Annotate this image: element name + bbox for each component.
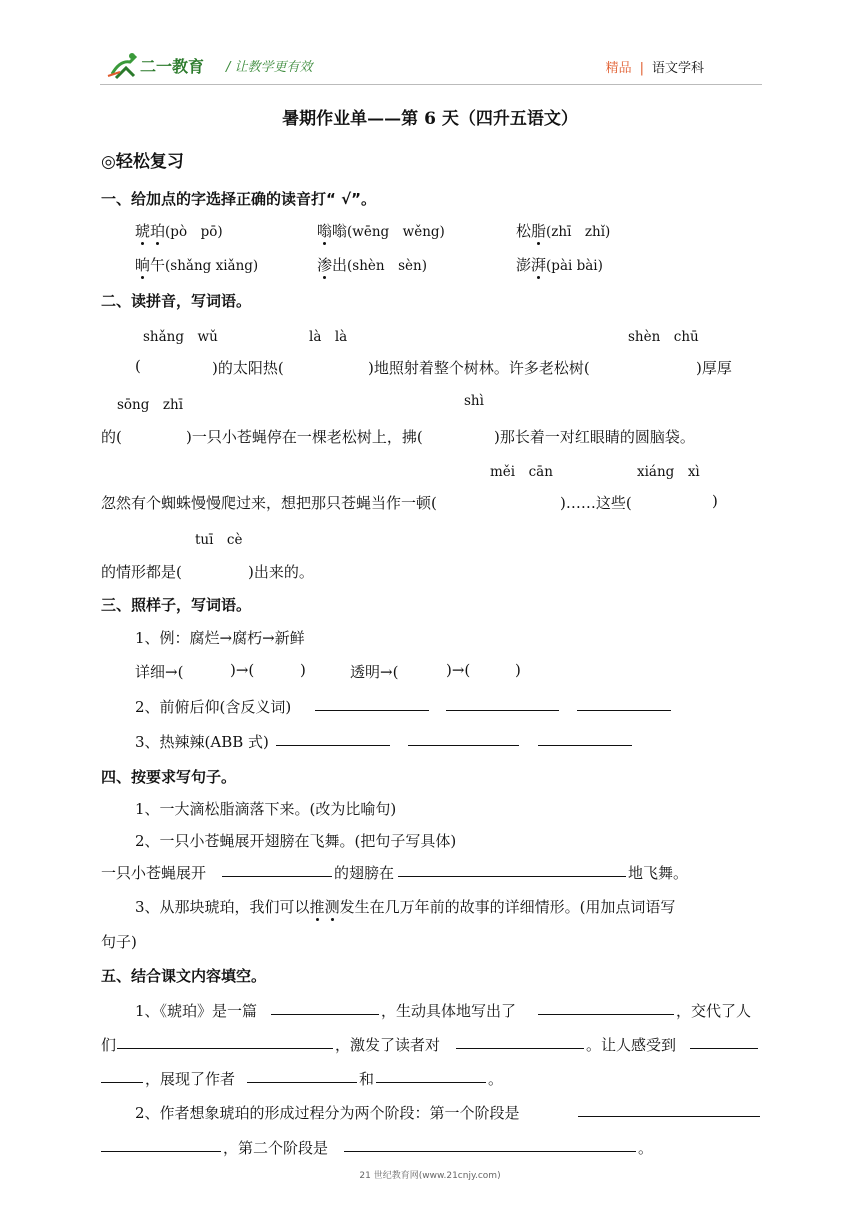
q1-heading: 一、给加点的字选择正确的读音打“ √”。	[101, 190, 376, 208]
q4-heading: 四、按要求写句子。	[101, 768, 237, 786]
fill-text: )厚厚	[696, 359, 732, 377]
q3-item: 3、热辣辣(ABB 式)	[135, 733, 269, 751]
q4-item: 3、从那块琥珀，我们可以推测发生在几万年前的故事的详细情形。(用加点词语写	[135, 898, 676, 916]
fill-text: )→(	[230, 661, 255, 679]
answer-blank[interactable]	[446, 696, 559, 711]
q1-item: 嗡嗡(wēng wěng)	[317, 222, 445, 240]
header-slogan: / 让教学更有效	[226, 60, 313, 75]
fill-text: 1、《琥珀》是一篇	[135, 1002, 258, 1020]
answer-blank[interactable]	[315, 696, 429, 711]
q3-item: 2、前俯后仰(含反义词)	[135, 698, 292, 716]
pinyin: sōng zhī	[117, 397, 184, 413]
fill-text: 透明→(	[350, 663, 399, 681]
fill-text: ，第二个阶段是	[223, 1139, 329, 1157]
fill-text: )	[300, 661, 306, 679]
fill-text: ，展现了作者	[145, 1070, 236, 1088]
answer-blank[interactable]	[271, 1000, 379, 1015]
fill-text: 忽然有个蜘蛛慢慢爬过来，想把那只苍蝇当作一顿(	[101, 494, 437, 512]
section-review-heading: ◎轻松复习	[101, 152, 184, 172]
header-divider	[100, 84, 762, 85]
pinyin: shì	[464, 393, 484, 409]
fill-text: 的(	[101, 428, 122, 446]
fill-text: )的太阳热(	[212, 359, 284, 377]
fill-text: 句子)	[101, 933, 137, 951]
header-separator: |	[639, 61, 644, 76]
fill-text: 。	[488, 1070, 504, 1088]
q2-heading: 二、读拼音，写词语。	[101, 292, 252, 310]
fill-text: 2、作者想象琥珀的形成过程分为两个阶段：第一个阶段是	[135, 1104, 520, 1122]
answer-blank[interactable]	[222, 862, 332, 877]
answer-blank[interactable]	[538, 731, 632, 746]
pinyin: tuī cè	[195, 532, 243, 548]
pinyin: xiáng xì	[637, 464, 700, 480]
fill-text: ，交代了人	[676, 1002, 752, 1020]
header-subject	[606, 57, 704, 76]
q4-item: 1、一大滴松脂滴落下来。(改为比喻句)	[135, 800, 397, 818]
fill-text: ，激发了读者对	[335, 1036, 441, 1054]
answer-blank[interactable]	[538, 1000, 674, 1015]
pinyin: měi cān	[490, 464, 553, 480]
answer-blank[interactable]	[577, 696, 671, 711]
answer-blank[interactable]	[247, 1068, 357, 1083]
q1-item: 澎湃(pài bài)	[516, 256, 603, 274]
q1-item: 晌午(shǎng xiǎng)	[135, 256, 259, 274]
pinyin: shèn chū	[628, 329, 699, 345]
answer-blank[interactable]	[101, 1137, 221, 1152]
fill-text: (	[135, 357, 141, 375]
answer-blank[interactable]	[376, 1068, 486, 1083]
fill-text: 的翅膀在	[334, 864, 395, 882]
example-line: 1、例：腐烂→腐朽→新鲜	[135, 629, 305, 647]
answer-blank[interactable]	[456, 1034, 584, 1049]
answer-blank[interactable]	[101, 1068, 143, 1083]
logo-text: 二一教育	[140, 57, 205, 76]
fill-text: )那长着一对红眼睛的圆脑袋。	[494, 428, 695, 446]
page-footer: 21 世纪教育网(www.21cnjy.com)	[359, 1171, 501, 1181]
q1-item: 渗出(shèn sèn)	[317, 256, 427, 274]
fill-text: )……这些(	[560, 494, 632, 512]
fill-text: 。	[638, 1139, 654, 1157]
fill-text: )	[712, 492, 718, 510]
fill-text: ，生动具体地写出了	[381, 1002, 517, 1020]
fill-text: 地飞舞。	[628, 864, 689, 882]
fill-text: 的情形都是(	[101, 563, 182, 581]
answer-blank[interactable]	[117, 1034, 333, 1049]
pinyin: là là	[309, 329, 348, 345]
answer-blank[interactable]	[578, 1102, 760, 1117]
answer-blank[interactable]	[408, 731, 519, 746]
fill-text: )出来的。	[248, 563, 314, 581]
fill-text: 一只小苍蝇展开	[101, 864, 207, 882]
fill-text: 和	[359, 1070, 375, 1088]
answer-blank[interactable]	[690, 1034, 758, 1049]
premium-badge: 精品	[605, 61, 632, 76]
subject-label: 语文学科	[651, 61, 704, 76]
q1-item: 松脂(zhī zhǐ)	[516, 222, 611, 240]
pinyin: shǎng wǔ	[143, 329, 218, 345]
answer-blank[interactable]	[276, 731, 390, 746]
fill-text: )地照射着整个树林。许多老松树(	[368, 359, 590, 377]
q3-heading: 三、照样子，写词语。	[101, 596, 252, 614]
q5-heading: 五、结合课文内容填空。	[101, 967, 267, 985]
q1-item: 琥珀(pò pō)	[135, 222, 223, 240]
fill-text: 详细→(	[135, 663, 184, 681]
fill-text: )一只小苍蝇停在一棵老松树上，拂(	[186, 428, 423, 446]
fill-text: 们	[101, 1036, 117, 1054]
fill-text: )	[515, 661, 521, 679]
fill-text: 。让人感受到	[586, 1036, 677, 1054]
page-title: 暑期作业单——第 6 天（四升五语文）	[282, 109, 578, 129]
answer-blank[interactable]	[344, 1137, 636, 1152]
fill-text: )→(	[446, 661, 471, 679]
q4-item: 2、一只小苍蝇展开翅膀在飞舞。(把句子写具体)	[135, 832, 457, 850]
answer-blank[interactable]	[398, 862, 626, 877]
